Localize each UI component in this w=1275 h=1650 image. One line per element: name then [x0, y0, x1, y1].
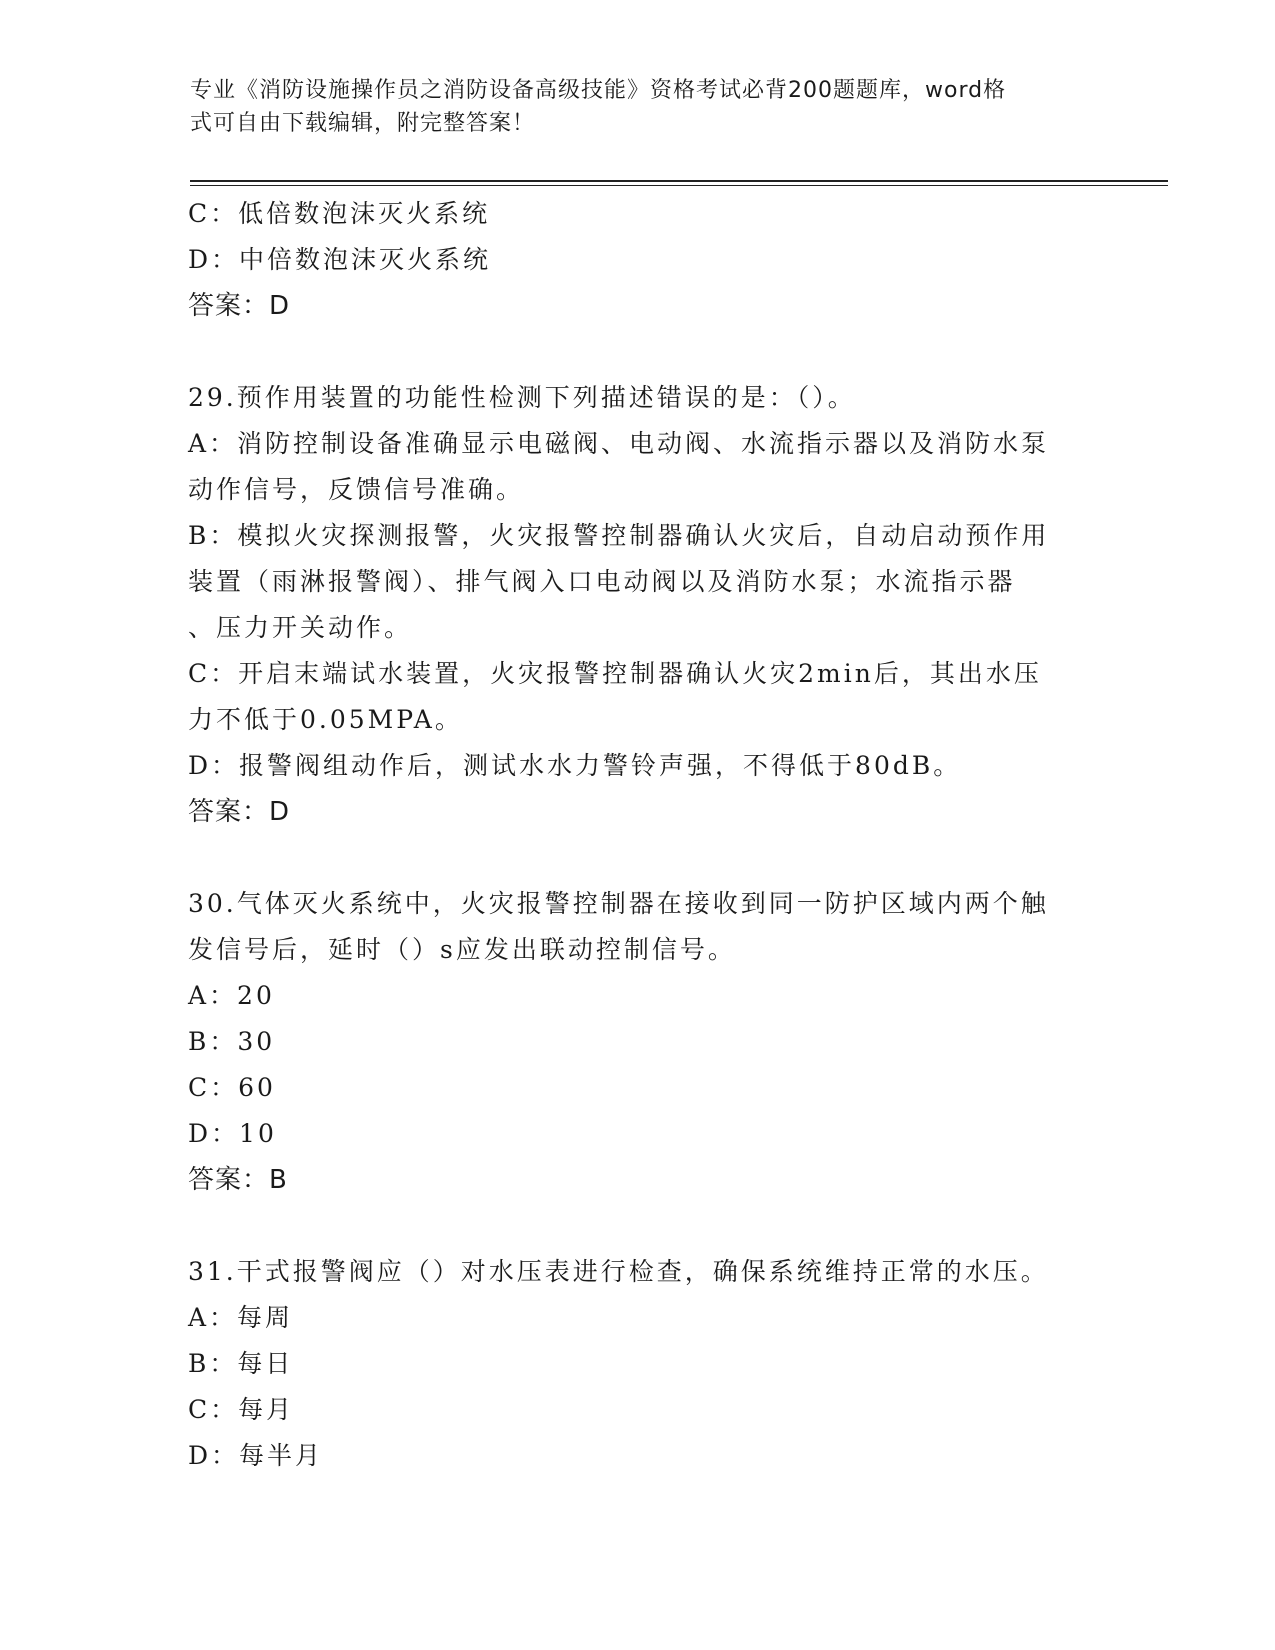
- option-c: C：开启末端试水装置，火灾报警控制器确认火灾2min后，其出水压: [188, 659, 1042, 688]
- question-text: 30.气体灭火系统中，火灾报警控制器在接收到同一防护区域内两个触: [188, 889, 1049, 918]
- question-text: 29.预作用装置的功能性检测下列描述错误的是：（）。: [188, 383, 856, 412]
- header-divider-thick: [190, 180, 1168, 182]
- header-line-2: 式可自由下载编辑，附完整答案！: [190, 111, 536, 136]
- question-text-continued: 发信号后，延时（）s应发出联动控制信号。: [188, 935, 736, 964]
- question-list: [188, 191, 1108, 1479]
- answer-line: 答案：D: [188, 797, 291, 827]
- option-c: C：每月: [188, 1395, 295, 1424]
- option-a: A：消防控制设备准确显示电磁阀、电动阀、水流指示器以及消防水泵: [188, 429, 1050, 458]
- option-c: C：低倍数泡沫灭火系统: [188, 199, 491, 228]
- header-line-1: 专业《消防设施操作员之消防设备高级技能》资格考试必背200题题库，word格: [190, 78, 1007, 103]
- option-a-continued: 动作信号，反馈信号准确。: [188, 475, 525, 504]
- answer-line: 答案：D: [188, 291, 291, 321]
- question-text: 31.干式报警阀应（）对水压表进行检查，确保系统维持正常的水压。: [188, 1257, 1049, 1286]
- option-b: B：每日: [188, 1349, 294, 1378]
- spacer: [188, 835, 1108, 881]
- answer-line: 答案：B: [188, 1165, 288, 1195]
- option-c-continued: 力不低于0.05MPA。: [188, 705, 463, 734]
- header-divider-thin: [190, 185, 1168, 186]
- option-d: D：报警阀组动作后，测试水水力警铃声强，不得低于80dB。: [188, 751, 962, 780]
- question-28-block: [188, 191, 1108, 329]
- question-31-block: [188, 1249, 1108, 1479]
- option-d: D：中倍数泡沫灭火系统: [188, 245, 492, 274]
- question-30-block: [188, 881, 1108, 1203]
- option-a: A：每周: [188, 1303, 294, 1332]
- option-b: B：30: [188, 1027, 276, 1056]
- option-d: D：10: [188, 1119, 277, 1148]
- spacer: [188, 329, 1108, 375]
- option-b-continued: 装置（雨淋报警阀）、排气阀入口电动阀以及消防水泵；水流指示器: [188, 567, 1016, 596]
- question-29-block: [188, 375, 1108, 835]
- option-b: B：模拟火灾探测报警，火灾报警控制器确认火灾后，自动启动预作用: [188, 521, 1050, 550]
- option-a: A：20: [188, 981, 275, 1010]
- document-header: [190, 74, 1090, 140]
- option-d: D：每半月: [188, 1441, 324, 1470]
- spacer: [188, 1203, 1108, 1249]
- option-b-continued: 、压力开关动作。: [188, 613, 413, 642]
- option-c: C：60: [188, 1073, 276, 1102]
